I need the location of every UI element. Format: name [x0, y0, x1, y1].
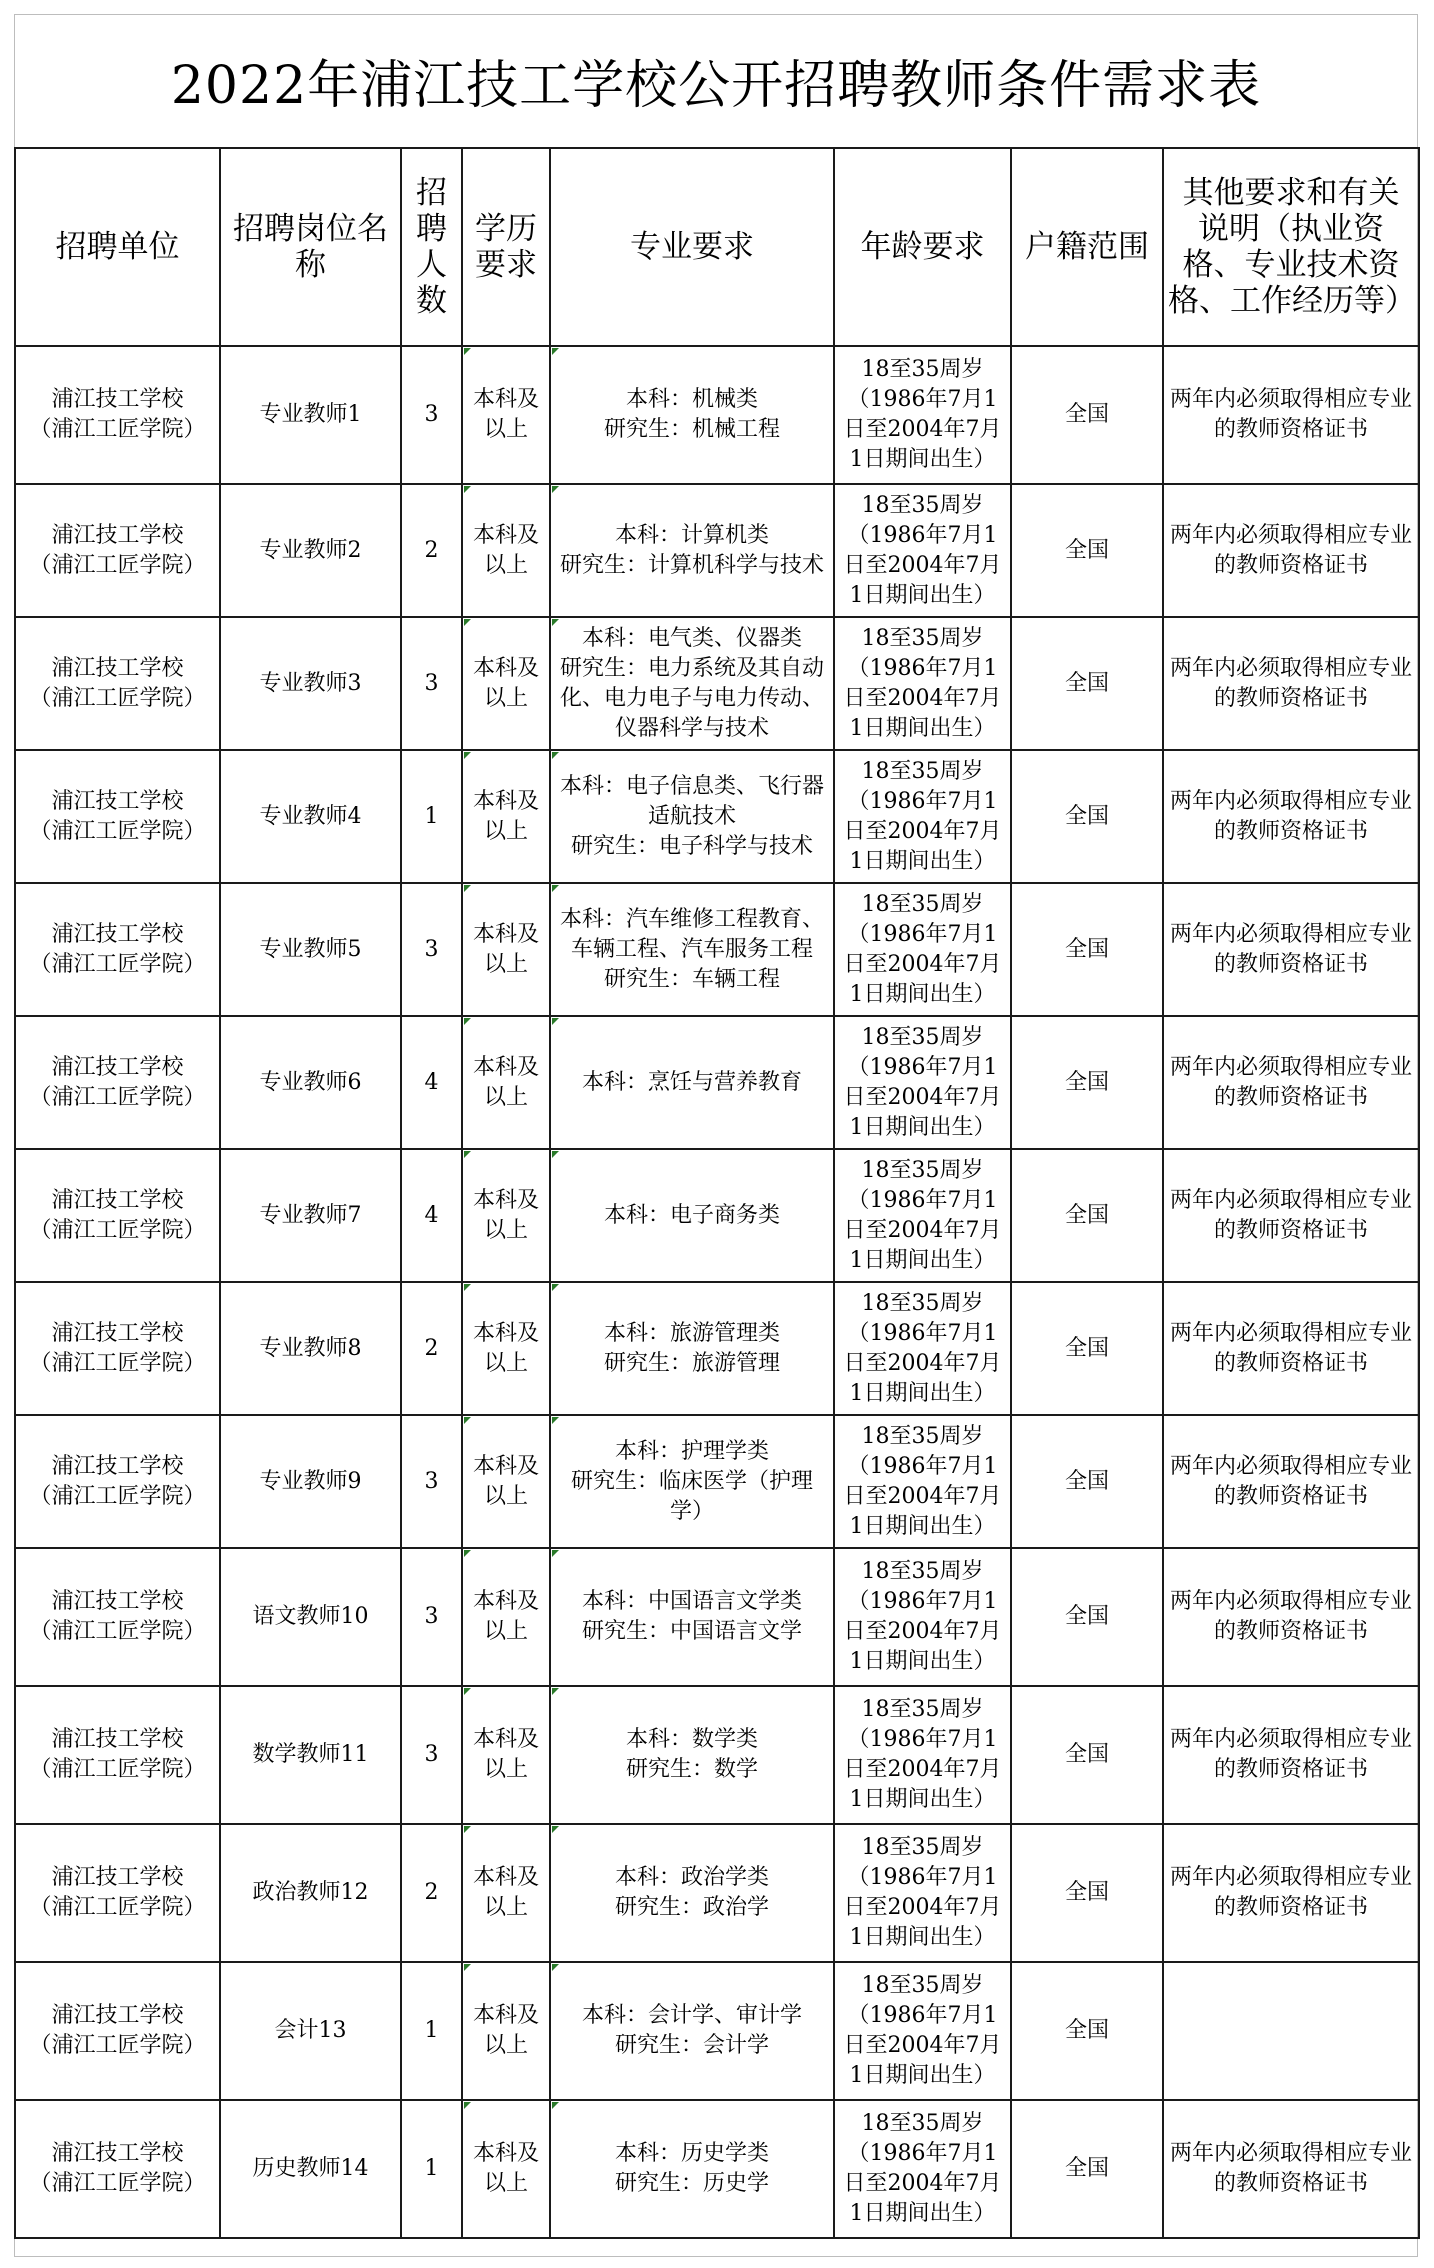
cell-residence: 全国	[1011, 484, 1163, 617]
unit-alias: （浦江工匠学院）	[29, 1757, 206, 1782]
cell-count: 3	[401, 617, 462, 750]
cell-major	[550, 1282, 834, 1415]
major-graduate: 研究生：中国语言文学	[581, 1619, 802, 1644]
major-graduate: 研究生：政治学	[614, 1895, 769, 1920]
unit-alias: （浦江工匠学院）	[29, 552, 206, 578]
cell-residence: 全国	[1011, 1686, 1163, 1824]
cell-age: 18至35周岁（1986年7月1日至2004年7月1日期间出生）	[834, 1415, 1011, 1548]
cell-education	[462, 750, 550, 883]
cell-count: 3	[401, 346, 462, 484]
major-undergrad: 本科：汽车维修工程教育、车辆工程、汽车服务工程	[559, 906, 824, 962]
education-text: 本科及以上	[472, 1054, 539, 1110]
cell-unit	[15, 1415, 220, 1548]
major-undergrad: 本科：护理学类	[614, 1438, 769, 1464]
unit-name: 浦江技工学校	[51, 921, 184, 947]
cell-residence: 全国	[1011, 346, 1163, 484]
cell-education	[462, 484, 550, 617]
education-text: 本科及以上	[472, 1187, 539, 1243]
cell-residence: 全国	[1011, 1016, 1163, 1149]
cell-age: 18至35周岁（1986年7月1日至2004年7月1日期间出生）	[834, 2100, 1011, 2238]
cell-education	[462, 617, 550, 750]
major-undergrad: 本科：政治学类	[614, 1865, 769, 1890]
major-graduate: 研究生：计算机科学与技术	[559, 552, 824, 578]
table-body	[15, 346, 1419, 2238]
major-graduate: 研究生：历史学	[614, 2171, 769, 2196]
cell-unit	[15, 617, 220, 750]
education-text: 本科及以上	[472, 1320, 539, 1376]
unit-alias: （浦江工匠学院）	[29, 1350, 206, 1376]
cell-unit	[15, 346, 220, 484]
cell-unit	[15, 2100, 220, 2238]
header-unit: 招聘单位	[15, 148, 220, 346]
header-position: 招聘岗位名称	[220, 148, 401, 346]
cell-education	[462, 2100, 550, 2238]
cell-major	[550, 883, 834, 1016]
cell-position: 专业教师8	[220, 1282, 401, 1415]
major-graduate: 研究生：旅游管理	[603, 1350, 780, 1376]
major-undergrad: 本科：数学类	[625, 1727, 758, 1752]
comment-marker	[552, 486, 559, 493]
table-row	[15, 1962, 1419, 2100]
cell-major	[550, 346, 834, 484]
cell-unit	[15, 1282, 220, 1415]
cell-count: 3	[401, 1686, 462, 1824]
table-row	[15, 883, 1419, 1016]
major-undergrad: 本科：电气类、仪器类	[581, 625, 802, 651]
page-title: 2022年浦江技工学校公开招聘教师条件需求表	[170, 56, 1262, 116]
cell-residence: 全国	[1011, 2100, 1163, 2238]
major-graduate: 研究生：电子科学与技术	[570, 833, 813, 859]
cell-other: 两年内必须取得相应专业的教师资格证书	[1163, 883, 1419, 1016]
comment-marker	[464, 1417, 471, 1424]
cell-other: 两年内必须取得相应专业的教师资格证书	[1163, 1548, 1419, 1686]
comment-marker	[552, 1284, 559, 1291]
comment-marker	[552, 1018, 559, 1025]
cell-unit	[15, 883, 220, 1016]
comment-marker	[552, 752, 559, 759]
cell-education	[462, 1962, 550, 2100]
comment-marker	[552, 1550, 559, 1557]
comment-marker	[552, 1417, 559, 1424]
unit-alias: （浦江工匠学院）	[29, 1483, 206, 1509]
cell-other: 两年内必须取得相应专业的教师资格证书	[1163, 1686, 1419, 1824]
major-undergrad: 本科：机械类	[625, 387, 758, 412]
cell-position: 专业教师2	[220, 484, 401, 617]
cell-residence: 全国	[1011, 883, 1163, 1016]
major-graduate: 研究生：电力系统及其自动化、电力电子与电力传动、仪器科学与技术	[559, 655, 824, 741]
cell-education	[462, 1824, 550, 1962]
cell-age: 18至35周岁（1986年7月1日至2004年7月1日期间出生）	[834, 1548, 1011, 1686]
cell-residence: 全国	[1011, 1415, 1163, 1548]
cell-age: 18至35周岁（1986年7月1日至2004年7月1日期间出生）	[834, 1282, 1011, 1415]
cell-residence: 全国	[1011, 750, 1163, 883]
comment-marker	[552, 2102, 559, 2109]
unit-name: 浦江技工学校	[51, 1187, 184, 1213]
comment-marker	[464, 1284, 471, 1291]
header-other: 其他要求和有关说明（执业资格、专业技术资格、工作经历等）	[1163, 148, 1419, 346]
comment-marker	[464, 348, 471, 355]
unit-name: 浦江技工学校	[51, 788, 184, 814]
cell-count: 2	[401, 484, 462, 617]
major-graduate: 研究生：数学	[625, 1757, 758, 1782]
table-row	[15, 617, 1419, 750]
cell-other: 两年内必须取得相应专业的教师资格证书	[1163, 1282, 1419, 1415]
cell-position: 会计13	[220, 1962, 401, 2100]
comment-marker	[464, 1688, 471, 1695]
major-undergrad: 本科：电子信息类、飞行器适航技术	[559, 773, 824, 829]
cell-age: 18至35周岁（1986年7月1日至2004年7月1日期间出生）	[834, 1149, 1011, 1282]
cell-unit	[15, 484, 220, 617]
table-row	[15, 346, 1419, 484]
cell-age: 18至35周岁（1986年7月1日至2004年7月1日期间出生）	[834, 484, 1011, 617]
cell-major	[550, 750, 834, 883]
cell-major	[550, 1686, 834, 1824]
unit-name: 浦江技工学校	[51, 1727, 184, 1752]
major-undergrad: 本科：烹饪与营养教育	[581, 1069, 802, 1095]
comment-marker	[552, 619, 559, 626]
header-education: 学历要求	[462, 148, 550, 346]
cell-position: 专业教师6	[220, 1016, 401, 1149]
major-graduate: 研究生：临床医学（护理学）	[570, 1468, 813, 1524]
cell-count: 3	[401, 1548, 462, 1686]
cell-major	[550, 1824, 834, 1962]
cell-residence: 全国	[1011, 1962, 1163, 2100]
table-row	[15, 1686, 1419, 1824]
comment-marker	[464, 619, 471, 626]
cell-other: 两年内必须取得相应专业的教师资格证书	[1163, 1016, 1419, 1149]
major-graduate: 研究生：会计学	[614, 2033, 769, 2058]
cell-unit	[15, 1149, 220, 1282]
comment-marker	[464, 1826, 471, 1833]
comment-marker	[464, 885, 471, 892]
education-text: 本科及以上	[472, 788, 539, 844]
table-row	[15, 2100, 1419, 2238]
cell-age: 18至35周岁（1986年7月1日至2004年7月1日期间出生）	[834, 1016, 1011, 1149]
cell-major	[550, 484, 834, 617]
education-text: 本科及以上	[472, 1727, 539, 1782]
comment-marker	[464, 752, 471, 759]
major-undergrad: 本科：中国语言文学类	[581, 1589, 802, 1614]
cell-residence: 全国	[1011, 1548, 1163, 1686]
cell-unit	[15, 1016, 220, 1149]
cell-major	[550, 1548, 834, 1686]
comment-marker	[552, 885, 559, 892]
major-undergrad: 本科：电子商务类	[603, 1202, 780, 1228]
unit-alias: （浦江工匠学院）	[29, 685, 206, 711]
cell-other: 两年内必须取得相应专业的教师资格证书	[1163, 750, 1419, 883]
cell-age: 18至35周岁（1986年7月1日至2004年7月1日期间出生）	[834, 346, 1011, 484]
header-row	[15, 148, 1419, 346]
unit-alias: （浦江工匠学院）	[29, 951, 206, 977]
header-age: 年龄要求	[834, 148, 1011, 346]
cell-position: 政治教师12	[220, 1824, 401, 1962]
major-undergrad: 本科：历史学类	[614, 2141, 769, 2166]
cell-education	[462, 1548, 550, 1686]
cell-education	[462, 1415, 550, 1548]
cell-education	[462, 1016, 550, 1149]
cell-residence: 全国	[1011, 1149, 1163, 1282]
cell-position: 专业教师7	[220, 1149, 401, 1282]
cell-education	[462, 1686, 550, 1824]
cell-position: 专业教师5	[220, 883, 401, 1016]
cell-other: 两年内必须取得相应专业的教师资格证书	[1163, 1824, 1419, 1962]
unit-name: 浦江技工学校	[51, 522, 184, 548]
major-graduate: 研究生：机械工程	[603, 417, 780, 442]
comment-marker	[464, 1550, 471, 1557]
comment-marker	[464, 486, 471, 493]
comment-marker	[464, 1964, 471, 1971]
header-major: 专业要求	[550, 148, 834, 346]
cell-major	[550, 617, 834, 750]
cell-age: 18至35周岁（1986年7月1日至2004年7月1日期间出生）	[834, 1686, 1011, 1824]
unit-alias: （浦江工匠学院）	[29, 2171, 206, 2196]
unit-alias: （浦江工匠学院）	[29, 1084, 206, 1110]
education-text: 本科及以上	[472, 655, 539, 711]
comment-marker	[552, 1826, 559, 1833]
cell-count: 3	[401, 1415, 462, 1548]
unit-name: 浦江技工学校	[51, 1453, 184, 1479]
cell-other: 两年内必须取得相应专业的教师资格证书	[1163, 346, 1419, 484]
table-row	[15, 484, 1419, 617]
cell-major	[550, 1149, 834, 1282]
cell-unit	[15, 1962, 220, 2100]
cell-other: 两年内必须取得相应专业的教师资格证书	[1163, 1415, 1419, 1548]
cell-count: 4	[401, 1149, 462, 1282]
unit-name: 浦江技工学校	[51, 2141, 184, 2166]
requirements-table	[14, 147, 1420, 2239]
cell-other	[1163, 1962, 1419, 2100]
unit-name: 浦江技工学校	[51, 387, 184, 412]
cell-other: 两年内必须取得相应专业的教师资格证书	[1163, 617, 1419, 750]
cell-position: 专业教师4	[220, 750, 401, 883]
education-text: 本科及以上	[472, 921, 539, 977]
header-count: 招聘人数	[401, 148, 462, 346]
comment-marker	[552, 1964, 559, 1971]
cell-age: 18至35周岁（1986年7月1日至2004年7月1日期间出生）	[834, 883, 1011, 1016]
cell-major	[550, 2100, 834, 2238]
header-residence: 户籍范围	[1011, 148, 1163, 346]
education-text: 本科及以上	[472, 2141, 539, 2196]
unit-name: 浦江技工学校	[51, 1054, 184, 1080]
cell-unit	[15, 1548, 220, 1686]
cell-count: 2	[401, 1824, 462, 1962]
comment-marker	[464, 1018, 471, 1025]
cell-count: 1	[401, 2100, 462, 2238]
cell-position: 语文教师10	[220, 1548, 401, 1686]
cell-major	[550, 1016, 834, 1149]
table-row	[15, 1282, 1419, 1415]
cell-education	[462, 1282, 550, 1415]
cell-age: 18至35周岁（1986年7月1日至2004年7月1日期间出生）	[834, 1824, 1011, 1962]
unit-alias: （浦江工匠学院）	[29, 2033, 206, 2058]
cell-other: 两年内必须取得相应专业的教师资格证书	[1163, 1149, 1419, 1282]
education-text: 本科及以上	[472, 387, 539, 442]
unit-name: 浦江技工学校	[51, 1865, 184, 1890]
cell-education	[462, 883, 550, 1016]
education-text: 本科及以上	[472, 2003, 539, 2058]
comment-marker	[552, 1688, 559, 1695]
cell-unit	[15, 1824, 220, 1962]
cell-other: 两年内必须取得相应专业的教师资格证书	[1163, 484, 1419, 617]
table-row	[15, 1824, 1419, 1962]
comment-marker	[552, 348, 559, 355]
cell-age: 18至35周岁（1986年7月1日至2004年7月1日期间出生）	[834, 1962, 1011, 2100]
major-graduate: 研究生：车辆工程	[603, 966, 780, 992]
cell-age: 18至35周岁（1986年7月1日至2004年7月1日期间出生）	[834, 750, 1011, 883]
table-row	[15, 750, 1419, 883]
cell-count: 1	[401, 1962, 462, 2100]
cell-age: 18至35周岁（1986年7月1日至2004年7月1日期间出生）	[834, 617, 1011, 750]
cell-position: 专业教师3	[220, 617, 401, 750]
table-row	[15, 1415, 1419, 1548]
education-text: 本科及以上	[472, 1453, 539, 1509]
unit-alias: （浦江工匠学院）	[29, 417, 206, 442]
major-undergrad: 本科：会计学、审计学	[581, 2003, 802, 2028]
education-text: 本科及以上	[472, 522, 539, 578]
unit-name: 浦江技工学校	[51, 1589, 184, 1614]
table-row	[15, 1149, 1419, 1282]
cell-count: 3	[401, 883, 462, 1016]
table-row	[15, 1548, 1419, 1686]
cell-residence: 全国	[1011, 617, 1163, 750]
comment-marker	[464, 2102, 471, 2109]
cell-count: 1	[401, 750, 462, 883]
unit-name: 浦江技工学校	[51, 1320, 184, 1346]
unit-name: 浦江技工学校	[51, 655, 184, 681]
education-text: 本科及以上	[472, 1865, 539, 1920]
major-undergrad: 本科：旅游管理类	[603, 1320, 780, 1346]
unit-alias: （浦江工匠学院）	[29, 818, 206, 844]
cell-position: 数学教师11	[220, 1686, 401, 1824]
education-text: 本科及以上	[472, 1589, 539, 1644]
cell-position: 专业教师1	[220, 346, 401, 484]
cell-position: 专业教师9	[220, 1415, 401, 1548]
cell-residence: 全国	[1011, 1282, 1163, 1415]
cell-count: 4	[401, 1016, 462, 1149]
cell-major	[550, 1962, 834, 2100]
cell-education	[462, 1149, 550, 1282]
comment-marker	[552, 1151, 559, 1158]
table-row	[15, 1016, 1419, 1149]
cell-unit	[15, 750, 220, 883]
cell-count: 2	[401, 1282, 462, 1415]
unit-alias: （浦江工匠学院）	[29, 1217, 206, 1243]
unit-name: 浦江技工学校	[51, 2003, 184, 2028]
unit-alias: （浦江工匠学院）	[29, 1619, 206, 1644]
cell-other: 两年内必须取得相应专业的教师资格证书	[1163, 2100, 1419, 2238]
unit-alias: （浦江工匠学院）	[29, 1895, 206, 1920]
cell-residence: 全国	[1011, 1824, 1163, 1962]
cell-major	[550, 1415, 834, 1548]
comment-marker	[464, 1151, 471, 1158]
cell-position: 历史教师14	[220, 2100, 401, 2238]
cell-education	[462, 346, 550, 484]
cell-unit	[15, 1686, 220, 1824]
major-undergrad: 本科：计算机类	[614, 522, 769, 548]
